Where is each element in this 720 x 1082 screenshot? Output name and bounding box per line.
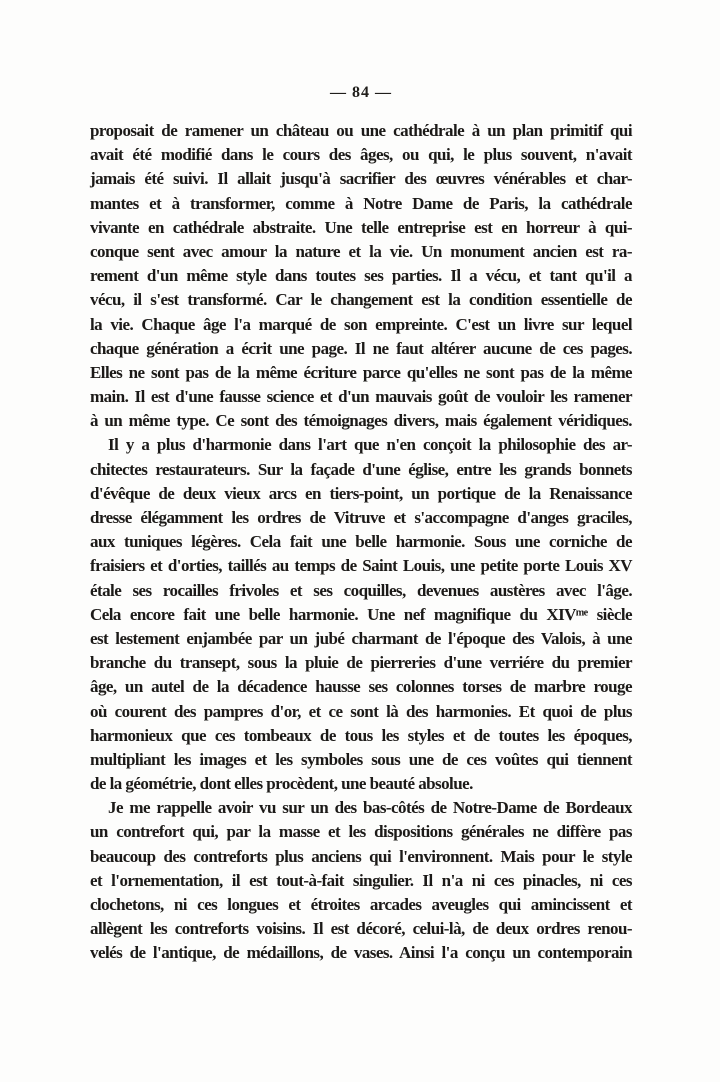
text-line-content: clochetons, ni ces longues et étroites arcades aveugles qui amincissent et [90, 895, 632, 914]
text-line-content: un contrefort qui, par la masse et les dispositions générales ne diffère pas [90, 822, 632, 842]
text-line [90, 119, 632, 143]
text-line-content: fraisiers et d'orties, taillés au temps de Saint Louis, une petite porte Louis XV [90, 556, 632, 576]
text-line-content: de la géométrie, dont elles procèdent, une beauté absolue. [90, 774, 473, 794]
text-line-content: est lestement enjambée par un jubé charmant de l'époque des Valois, à une [90, 628, 632, 648]
text-line [90, 313, 632, 337]
text-line [90, 651, 632, 675]
text-line-content: velés de l'antique, de médaillons, de vases. Ainsi l'a conçu un contemporain [90, 943, 633, 963]
text-line-content: d'évêque de deux vieux arcs en tiers-point, un portique de la Renaissance [90, 483, 633, 503]
text-line [90, 167, 632, 191]
text-line [90, 433, 632, 457]
text-line [90, 893, 632, 917]
text-line-content: âge, un autel de la décadence hausse ses colonnes torses de marbre rouge [90, 677, 632, 697]
text-line-content: vivante en cathédrale abstraite. Une telle entreprise est en horreur à qui- [90, 217, 633, 237]
text-line-content: rement d'un même style dans toutes ses parties. Il a vécu, et tant qu'il a [90, 266, 633, 286]
text-line-content: Cela encore fait une belle harmonie. Une nef magnifique du XIVᵐᵉ siècle [90, 604, 632, 624]
text-line-content: dresse élégamment les ordres de Vitruve et s'accompagne d'anges graciles, [90, 508, 633, 527]
text-line [90, 192, 632, 216]
text-line [90, 361, 632, 385]
text-line-content: avait été modifié dans le cours des âges, ou qui, le plus souvent, n'avait [90, 145, 633, 165]
page-text [90, 119, 632, 966]
text-line-content: branche du transept, sous la pluie de pierreries d'une verriére du premier [90, 653, 632, 673]
text-line-content: mantes et à transformer, comme à Notre Dame de Paris, la cathédrale [90, 193, 632, 213]
text-line [90, 579, 632, 603]
text-line [90, 724, 632, 748]
text-line [90, 216, 632, 240]
text-line [90, 458, 632, 482]
text-line [90, 845, 632, 869]
text-line-content: la vie. Chaque âge l'a marqué de son empreinte. C'est un livre sur lequel [90, 314, 632, 334]
page-number: — 84 — [330, 84, 392, 101]
text-line [90, 772, 632, 796]
text-line [90, 506, 632, 530]
text-line-content: aux tuniques légères. Cela fait une belle harmonie. Sous une corniche de [90, 532, 632, 552]
text-line [90, 700, 632, 724]
text-line-content: beaucoup des contreforts plus anciens qui l'environnent. Mais pour le style [90, 846, 632, 866]
text-line [90, 240, 632, 264]
text-line-content: Elles ne sont pas de la même écriture parce qu'elles ne sont pas de la même [90, 362, 633, 382]
text-line-content: où courent des pampres d'or, et ce sont là des harmonies. Et quoi de plus [90, 701, 632, 721]
text-line-content: main. Il est d'une fausse science et d'un mauvais goût de vouloir les ramener [90, 387, 632, 407]
text-line [90, 337, 632, 361]
text-line [90, 675, 632, 699]
text-line [90, 603, 632, 627]
text-line-content: chitectes restaurateurs. Sur la façade d'une église, entre les grands bonnets [90, 459, 632, 479]
text-line-content: et l'ornementation, il est tout-à-fait singulier. Il n'a ni ces pinacles, ni ces [90, 870, 632, 890]
text-line [90, 409, 632, 433]
text-line-content: à un même type. Ce sont des témoignages divers, mais également véridiques. [90, 411, 632, 431]
text-line-content: chaque génération a écrit une page. Il ne faut altérer aucune de ces pages. [90, 338, 633, 358]
text-line [90, 796, 632, 820]
text-line-content: allègent les contreforts voisins. Il est décoré, celui-là, de deux ordres renou- [90, 919, 632, 939]
text-line-content: conque sent avec amour la nature et la vie. Un monument ancien est ra- [90, 241, 632, 261]
text-line [90, 820, 632, 844]
text-line [90, 264, 632, 288]
text-line [90, 627, 632, 651]
text-line [90, 917, 632, 941]
text-line-content: harmonieux que ces tombeaux de tous les styles et de toutes les époques, [90, 725, 632, 745]
text-line-content: Je me rappelle avoir vu sur un des bas-côtés de Notre-Dame de Bordeaux [108, 798, 632, 818]
text-line-content: jamais été suivi. Il allait jusqu'à sacrifier des œuvres vénérables et char- [90, 169, 633, 189]
text-line-content: Il y a plus d'harmonie dans l'art que n'en conçoit la philosophie des ar- [108, 435, 632, 455]
text-line [90, 288, 632, 312]
text-line-content: proposait de ramener un château ou une cathédrale à un plan primitif qui [90, 121, 632, 140]
text-line [90, 748, 632, 772]
text-line [90, 869, 632, 893]
text-line [90, 941, 632, 965]
text-line [90, 385, 632, 409]
text-line-content: vécu, il s'est transformé. Car le changement est la condition essentielle de [90, 290, 632, 310]
text-line [90, 143, 632, 167]
text-line-content: multipliant les images et les symboles sous une de ces voûtes qui tiennent [90, 749, 633, 769]
text-line [90, 482, 632, 506]
text-line [90, 554, 632, 578]
text-line-content: étale ses rocailles frivoles et ses coquilles, devenues austères avec l'âge. [90, 580, 633, 600]
text-line [90, 530, 632, 554]
